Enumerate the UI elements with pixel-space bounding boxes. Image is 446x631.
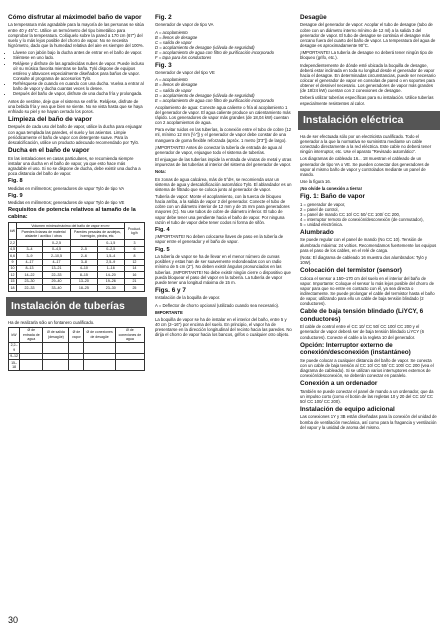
legend-item: 5 = unidad electrónica. (300, 221, 343, 227)
table-cell: 4,5 (10, 247, 16, 252)
paragraph: Desagüe del generador de vapor: Acoplar el tubo de desagüe (tubo de cobre con un diámetro interno mínimo de 12 ml) a la salida 3 del generador de vapor. El tubo de desagüe se continúa el desagüe más cercano fuera del cuarto del baño de vapor. La temperatura del agua de desagüe es aproximadamente 90°C. (300, 22, 436, 49)
paragraph: Tubería de vapor: Monte el acoplamiento, con la tuerca de bloqueo hacia arriba, a la salida de vapor 2 del generador. Conecte el tubo de cobre con un diámetro interior de 12 mm y de 15 mm para generadores mayores (C). No use tubos de cobre de diámetro inferior. El tubo de vapor debe tener una pendiente hacia el baño de vapor. Por ninguna razón el tubo de vapor debe tener codos ni forma de sifón. (155, 193, 290, 225)
table-cell: 21 (124, 278, 144, 284)
paragraph: En zonas de agua calcárea, más de 5°dH, se recomienda usar un sistema de agua y descalcificación automático Tylö. El ablandador es un sistema de filtrado que se coloca junto al generador de vapor. (155, 176, 292, 192)
heading-fig67: Figs. 6 y 7 (155, 286, 186, 294)
table-header: kW (9, 223, 17, 240)
paragraph: El enjuague de las tuberías impide la entrada de virutas de metal y otras impurezas de las tuberías al interior del sistema del generador de vapor. (155, 157, 292, 168)
table-cell (84, 360, 115, 371)
table-cell: 4–17 (17, 259, 43, 265)
table-cell: 0–4,5 (42, 246, 70, 252)
paragraph: Los diagramas de cableado 16... 18 muestran el cableado de un generador de tipo VA o VE. Se pueden conectar dos generadores de vapor al mismo baño de vapor y controlados mediante un panel de mando. (300, 156, 430, 177)
banner-pipe-installation: Instalación de tuberías (6, 297, 147, 316)
table-cell: 14–20 (97, 272, 124, 278)
table-header: Ø de conexiones de desagüe (84, 327, 115, 342)
table-header: Product. kg/h (124, 223, 144, 240)
table-cell: 2,5–9 (97, 259, 124, 265)
paragraph: Se puede colocar a cualquier distancia del baño de vapor. Se conecta con un cable de baja tensión al CC 10/ CC 50/ CC 100/ CC 200 (vea el diagrama de cableado). Si se utilizan varios interruptores externos de conexión/desconexión, se deberán conectar en paralelo. (300, 357, 434, 379)
table-header: Ø de salida (desagüe) (43, 327, 69, 342)
table-cell: 12 (124, 259, 144, 265)
table-cell: 22–33 (17, 285, 43, 291)
table-cell: 13–20 (70, 278, 97, 284)
table-cell: 2–10,5 (42, 253, 70, 259)
table-cell: 23–30 (17, 278, 43, 284)
table-cell: 23–30 (97, 285, 124, 291)
legend-item: E = acoplamiento de agua con filtro de purificación incorporado (155, 49, 274, 55)
table-header: Paredes pesadas de azulejos, hormigón, piedra, etc. (70, 229, 124, 240)
table-cell: 29–40 (42, 278, 70, 284)
paragraph: También se puede conectar el panel de mando a un ordenador, que da un impulso corto (como el botón de las regletas 10 y 20 del CC 10/ CC 50/ CC 100/ CC 200). (300, 388, 434, 404)
power-requirements-table (8, 222, 145, 291)
heading-sensor: Colocación del termistor (sensor) (300, 267, 402, 275)
table-cell: 25 (124, 285, 144, 291)
paragraph: La tubería de vapor se ha de llevar en el menor número de curvas posibles y estas han de ser suavemente redondeadas con un radio mínimo de 5 cm (2"). No deben existir ángulos pronunciados en las tuberías. ¡IMPORTANTE! No debe existir ningún cierre o dispositivo que pueda bloquear el paso del vapor en la tubería. La tubería de vapor puede tener una longitud máxima de 15 m. (155, 254, 291, 285)
table-header: Paredes livianas de material aislante / acrílico / otros (17, 229, 71, 240)
fig9-text: Medidas en milímetros; generadores de vapor Tylö de tipo VE (8, 200, 125, 206)
paragraph: (Nota: El diagrama de cableado 16 muestra dos alumbrados: Tylö y 10W). (300, 254, 428, 265)
paragraph: En las instalaciones en casas particulares, se recomienda siempre instalar una ducha en el baño de vapor, ya que esto hace más agradable el uso. Si no se dispone de ducha, debe existir una ducha a poca distancia del baño de vapor. (8, 155, 141, 176)
paragraph: Nota: (155, 169, 166, 175)
table-cell: 12 (9, 272, 17, 278)
heading-cable: Cable de baja tensión blindado (LiYCY, 6 conductores) (300, 308, 424, 323)
legend-item: D = acoplamiento de desagüe (válvula de seguridad) (155, 44, 255, 50)
paragraph: Se puede regular con el panel de mando (No CC 10). Tensión de alumbrado máxima: 24 voltios. Recomendamos fuertemente los equipos para el paso de los cables, en el relé de carga. (300, 237, 437, 253)
tips-list (8, 50, 145, 96)
table-cell: 4–10 (70, 265, 97, 271)
heading-shower: Ducha en el baño de vapor (8, 147, 90, 155)
table-row (9, 342, 145, 353)
pipe-caption: Ha de realizarla sólo un fontanero cualificado. (8, 319, 95, 325)
table-cell: 3–9 (17, 253, 43, 259)
heading-drain: Desagüe (300, 14, 327, 21)
list-item: • Lávese con jabón bajo la ducha antes de entrar en el baño de vapor. (13, 50, 145, 55)
list-item: • Refrésquese de cuando en cuando con una ducha. Vuelva a entrar al baño de vapor y ducha cuantas veces lo desee. (13, 81, 145, 91)
banner-electrical-installation: Instalación eléctrica (298, 111, 440, 130)
table-cell: 4–17 (42, 259, 70, 265)
paragraph: El cable de control entre el CC 10/ CC 50/ CC 100/ CC 200 y el generador de vapor deberá ser de baja tensión blindado LiYCY (6 conductores). Conecte el cable a la regleta 10 del generador. (300, 324, 424, 340)
table-cell: 14–22 (17, 272, 43, 278)
legend-item: E = acoplamiento de agua con filtro de purificación incorporado (155, 97, 274, 103)
column-middle (155, 14, 292, 339)
heading-requirements: Requisitos de potencia relativos al tamaño de la cabina: (8, 207, 136, 220)
legend-item: A = acoplamiento (155, 77, 188, 83)
paragraph: Ha de ser efectuada sólo por un electricista cualificado. Todo el generador a la que la normativa se suministra mediante un cable conectado directamente a la red eléctrica. Este cable no deberá tener ningún interruptor, etc. Use el aparato "Revisado automático". (300, 133, 432, 155)
table-header: Ø de conexiones de agua (115, 327, 144, 342)
paragraph: Independientemente de dónde esté ubicada la boquilla de desagüe, deberá estar inclinada en toda su longitud desde el generador de vapor hacia el desagüe. En determinadas circunstancias, puede ser necesario colocar el generador de vapor en consolas de pared o en soportes para obtener el desnivel necesario. Los generadores de vapor más grandes (de 18/24 kW) cuentan con 2 conexiones de desagüe. (300, 62, 436, 94)
paragraph: Las conexiones 1Y y 3B están diseñadas para la conexión del unidad de bomba de ventilación mecánica, así como para la fragancia y ventilación del vapor y la unidad de aroma del mismo. (300, 414, 437, 430)
table-cell: 33–40 (42, 285, 70, 291)
heading-enjoy-steam: Cómo disfrutar al máximodel baño de vapor (8, 14, 142, 21)
heading-fig4: Fig. 4 (155, 226, 170, 233)
table-cell: 3–8 (70, 259, 97, 265)
table-cell: 9 (9, 259, 17, 265)
fig3-subtitle: Generador de vapor del tipo VE (155, 70, 215, 76)
heading-computer: Conexión a un ordenador (300, 380, 378, 388)
legend-item: B = llenos de desagüe (155, 82, 198, 88)
table-cell (115, 342, 144, 353)
heading-fig9: Fig. 9 (8, 192, 23, 199)
table-cell (84, 342, 115, 353)
table-cell (43, 342, 69, 353)
table-cell: 16 (124, 272, 144, 278)
heading-fig2: Fig. 2 (155, 14, 172, 21)
table-cell: 3–4 (17, 246, 43, 252)
heading-fig3: Fig. 3 (155, 61, 172, 69)
fig2-legend (155, 30, 292, 60)
paragraph: ¡IMPORTANTE! La tubería de desagüe no deberá tener ningún tipo de bloqueo (grifo, etc.). (300, 50, 433, 61)
legend-item: B = llenos de desagüe (155, 34, 198, 40)
table-cell: 10 (9, 265, 17, 271)
column-right (300, 14, 438, 432)
pipe-table (8, 327, 145, 371)
table-cell: 8 (124, 253, 144, 259)
heading-lighting: Alumbrado (300, 228, 334, 236)
table-cell (20, 360, 43, 371)
paragraph: Para evitar ruidos en las tuberías, la conexión entre el tubo de cobre (12 ml, mínimo 12 mm [½"]) y el generador de vapor debe constar de una manguera de goma flexible reforzada (apróx. 1 metro [3'3"]) de largo). (155, 127, 292, 143)
table-cell: 8–15 (70, 272, 97, 278)
table-cell (69, 342, 84, 353)
paragraph: Use la figura 16. (300, 179, 331, 184)
table-cell: 14 (124, 265, 144, 271)
list-item: • Relájese y disfrute de las agradecidas nubes de vapor. Puede incluso oír su música favorita mientras se baña. Tyló dispone de equipos estéreo y altavoces especialmente diseñados para baños de vapor. Consulte al programa de accesorios Tylö. (13, 61, 145, 82)
paragraph: La temperatura más agradable para la mayoría de las personas se sitúa entre 40 y 45°C. Utilice un termómetro del tipo bimetálico para comprobar la temperatura. Colóquelo sobre la pared a 170 cm (67") del suelo y lo más lejos posible del chorro de vapor. No se necesita higrómetro, dado que la humedad relativa del aire es siempre del 100%. (8, 22, 144, 49)
fig8-text: Medidas en milímetros; generadores de vapor Tylö de tipo VA (8, 185, 125, 191)
heading-extra-equipment: Instalación de equipo adicional (300, 406, 395, 414)
table-cell: 13–21 (42, 265, 70, 271)
legend-item: 1 = generador de vapor, (300, 201, 346, 207)
heading-fig5: Fig. 5 (155, 246, 170, 253)
table-cell: 18–25 (70, 285, 97, 291)
paragraph: Instalación de la boquilla de vapor. (155, 295, 221, 301)
table-cell: 22–33 (42, 272, 70, 278)
table-cell: 2–5 (70, 246, 97, 252)
legend-item: C = salida de vapor (155, 39, 192, 45)
paragraph: ¡IMPORTANTE! No deben colocarse llaves de paso en la tubería de vapor entre el generador y el baño de vapor. (155, 234, 284, 245)
table-cell (20, 342, 43, 353)
table-cell: 6 (124, 246, 144, 252)
paragraph: ¡IMPORTANTE! Antes de conectar la tubería de entrada de agua al generador de vapor, enjuague todo el sistema de tuberías. (155, 144, 282, 155)
table-cell: 1,5–4 (97, 253, 124, 259)
fig3-legend (155, 77, 292, 102)
paragraph: A = Deflector de chorro opcional (utilizado cuando sea necesario). (155, 302, 280, 308)
heading-cleaning: Limpieza del baño de vapor (8, 116, 92, 124)
paragraph: ¡No olvide la conexión a tierra! (300, 186, 362, 192)
heading-fig8: Fig. 8 (8, 178, 23, 185)
table-row (9, 360, 145, 371)
table-cell: 9–12 (10, 354, 19, 359)
table-cell: 0–1,5 (97, 240, 124, 246)
table-cell: 15–18 (9, 360, 20, 371)
legend-item: 3 = panel de mando CC 10/ CC 50/ CC 100/ CC 200, (300, 211, 401, 217)
heading-fig1: Fig. 1: Baño de vapor (300, 193, 365, 201)
column-left (8, 14, 145, 374)
paragraph: Antes de vestirse, deje que el sistema se enfríe. Relájese, disfrute de una bebida fría y vea que bien se siente. No se vista hasta que se haya enfriado su piel y se hayan cerrado los poros. (8, 98, 143, 114)
paragraph: Deberá utilizar tuberías específicas para su instalación. Utilice tuberías especialmente resistentes al calor. (300, 95, 434, 106)
table-cell: 0–2,5 (97, 246, 124, 252)
table-header: Volumen mínimo/máximo del baño de vapor en m³ (17, 223, 125, 229)
table-cell: 2,2 (10, 240, 16, 245)
legend-item: D = acoplamiento de desagüe (válvula de seguridad) (155, 92, 255, 98)
legend-item: C = salida de vapor (155, 87, 192, 93)
table-cell: 1–16 (97, 265, 124, 271)
table-cell: 8–13 (17, 265, 43, 271)
table-cell (115, 360, 144, 371)
paragraph: IMPORTANTE (155, 309, 183, 315)
table-cell: 15 (9, 278, 17, 284)
table-cell: 2,2–9 (9, 342, 20, 353)
table-cell (43, 360, 69, 371)
paragraph: Acoplamiento de agua: Conecte agua caliente o fría al acoplamiento 1 del generador de vapor. El agua caliente produce un calentamiento más rápido. Los generadores de vapor más grandes (de 18,04 kW) cuentan con 2 acoplamientos de agua. (155, 104, 291, 126)
table-cell: 0–2,5 (42, 240, 70, 246)
table-cell: 2–6 (70, 253, 97, 259)
fig2-subtitle: Generador de vapor de tipo VA (155, 22, 214, 28)
legend-item: 2 = panel de control, (300, 206, 339, 212)
paragraph: La boquilla de vapor se ha de instalar en el interior del baño, entre 5 y 40 cm (2–16") por encima del suelo. En principio, el vapor ha de presentarse en la dirección longitudinal del recinto hacia las paredes. No dirija el chorro de vapor hacia los bancos, grifos o cualquier otro objeto. (155, 316, 292, 338)
table-header: kW (9, 327, 20, 342)
table-cell: 3 (124, 240, 144, 246)
table-cell: 18 (9, 285, 17, 291)
table-cell (69, 360, 84, 371)
fig1-legend (300, 202, 438, 227)
legend-item: 4 = interruptor remoto de conexión/desconexión (de conmutador), (300, 216, 424, 222)
table-cell: 19–26 (97, 278, 124, 284)
table-header: Ø de entrada de agua (20, 327, 43, 342)
paragraph: Coloca el sensor a 150–170 cm del suelo en el interior del baño de vapor. Importante: Coloque el sensor lo más lejos posible del chorro de vapor para que no entre en contacto con él, ya sea directa o indirectamente. Se puede prolongar el cable del termistor hasta el baño de vapor, utilizando para ello un cable de baja tensión blindado (2 conductores). (300, 275, 435, 307)
page-number: 30 (8, 615, 19, 625)
table-cell: 6,6 (10, 253, 16, 258)
paragraph: Después de cada uso del baño de vapor, utilice la ducha para enjuagar con agua templada las paredes, el suelo y los asientos. Limpie periódicamente el baño de vapor con detergente suave. Para la descalcificación, utilice un producto adecuado recomendado por Tylö. (8, 124, 142, 145)
legend-item: F = tapa para los conductores (155, 54, 212, 60)
table-row (9, 285, 145, 291)
heading-option: Opción: Interruptor externo de conexión/desconexión (instantáneo) (300, 341, 411, 357)
table-header: Ø de vapor (69, 327, 84, 342)
list-item: • Después del baño de vapor, disfrute de una ducha fría y prolongada. (13, 91, 145, 96)
list-item: • Siéntese en uno lado. (13, 55, 145, 60)
legend-item: A = acoplamiento (155, 29, 188, 35)
